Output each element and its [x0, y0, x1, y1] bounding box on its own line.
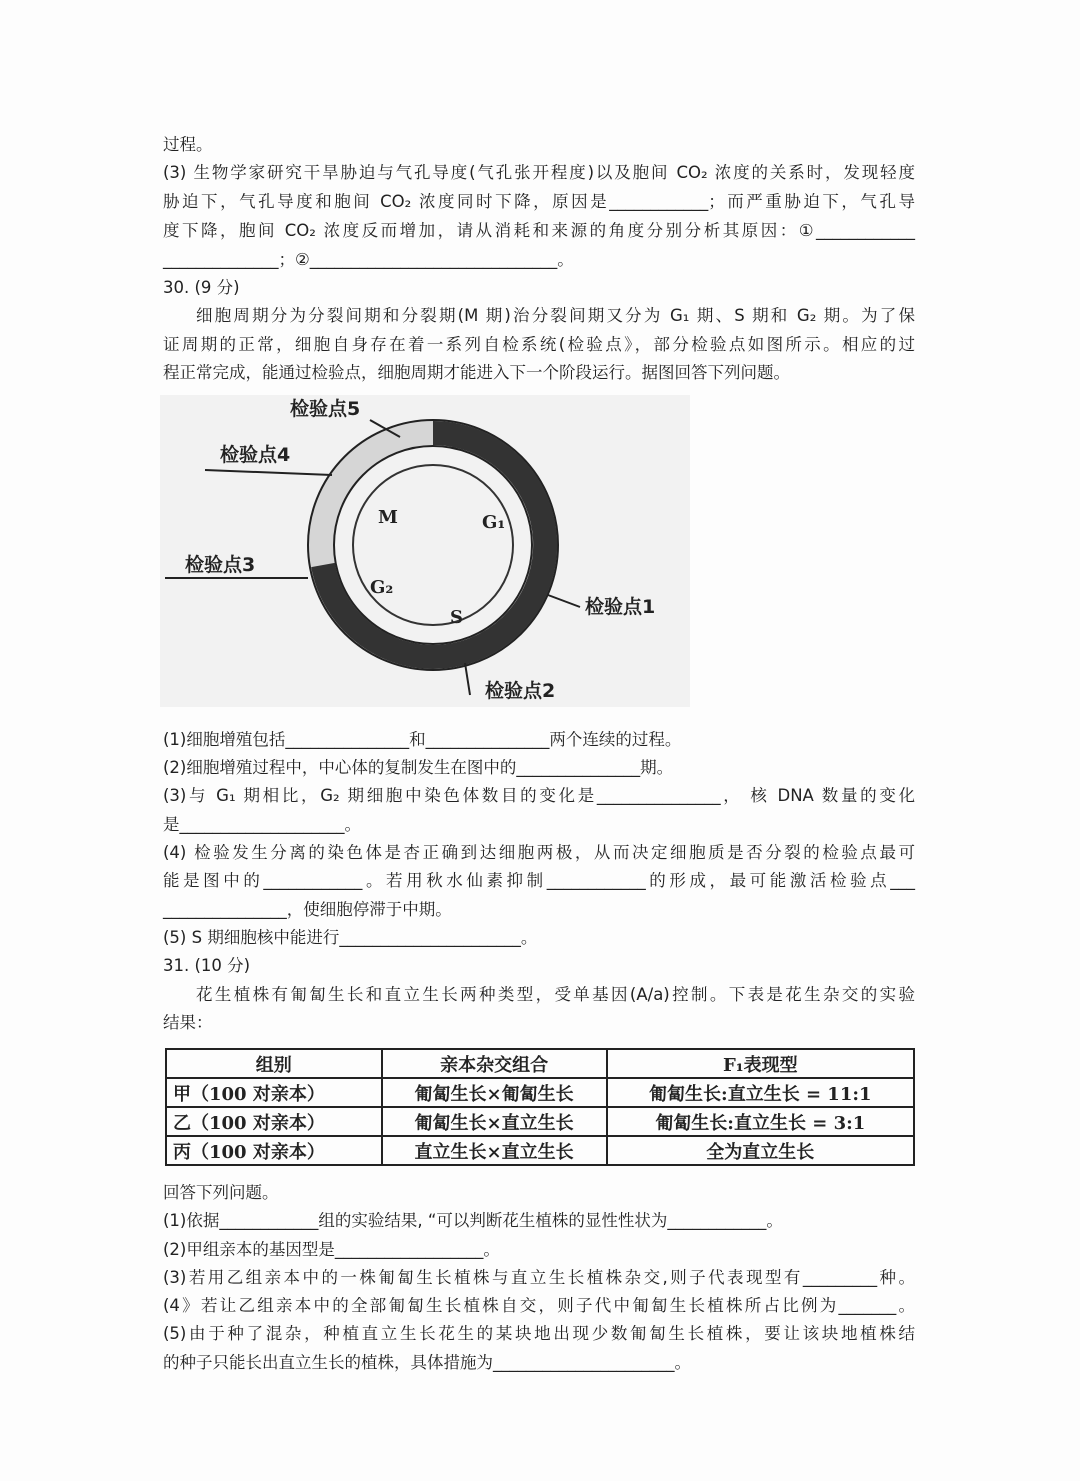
text-line: (1)细胞增殖包括_______________和_______________两个连续的过程。: [163, 730, 682, 749]
text-line: 度下降，胞间 CO₂ 浓度反而增加，请从消耗和来源的角度分别分析其原因：①____________: [163, 221, 915, 240]
question-number: 31. (10 分): [163, 956, 251, 975]
text-line: ______________；②______________________________。: [163, 250, 574, 269]
text-line: 程正常完成，能通过检验点，细胞周期才能进入下一个阶段运行。据图回答下列问题。: [163, 363, 790, 382]
cross-results-table: [165, 1048, 915, 1166]
checkpoint-3-label: 检验点3: [185, 554, 256, 576]
table-row: [166, 1078, 914, 1107]
text-line: 过程。: [163, 135, 213, 154]
text-line: 花生植株有匍匐生长和直立生长两种类型，受单基因(A/a)控制。下表是花生杂交的实验: [196, 985, 915, 1004]
text-line: 细胞周期分为分裂间期和分裂期(M 期)治分裂间期又分为 G₁ 期、S 期和 G₂ 期。为了保: [196, 306, 915, 325]
text-line: (3)与 G₁ 期相比，G₂ 期细胞中染色体数目的变化是_______________， 核 DNA 数量的变化: [163, 786, 915, 805]
checkpoint-5-label: 检验点5: [290, 398, 361, 420]
checkpoint-4-label: 检验点4: [220, 444, 291, 466]
text-line: 的种子只能长出直立生长的植株，具体措施为______________________。: [163, 1353, 691, 1372]
text-line: 能是图中的____________。若用秋水仙素抑制____________的形成，最可能激活检验点___: [163, 871, 915, 890]
phase-s: S: [450, 607, 463, 628]
text-line: 证周期的正常，细胞自身存在着一系列自检系统(检验点》，部分检验点如图所示。相应的过: [163, 335, 915, 354]
phase-g2: G₂: [370, 577, 394, 598]
checkpoint-1-label: 检验点1: [585, 596, 656, 618]
header-group: 组别: [166, 1049, 382, 1078]
cell: 匍匐生长×匍匐生长: [382, 1078, 607, 1107]
cell: 匍匐生长:直立生长 = 11:1: [607, 1078, 914, 1107]
cell: 丙（100 对亲本）: [166, 1136, 382, 1165]
text-line: (3)若用乙组亲本中的一株匍匐生长植株与直立生长植株杂交,则子代表现型有_________种。: [163, 1268, 915, 1287]
table-row: [166, 1107, 914, 1136]
text-line: (4》若让乙组亲本中的全部匍匐生长植株自交，则子代中匍匐生长植株所占比例为_______。: [163, 1296, 915, 1315]
text-line: 胁迫下，气孔导度和胞间 CO₂ 浓度同时下降，原因是____________；而严重胁迫下，气孔导: [163, 192, 915, 211]
cell: 匍匐生长×直立生长: [382, 1107, 607, 1136]
phase-g1: G₁: [482, 512, 506, 533]
text-line: 是____________________。: [163, 815, 361, 834]
cell-cycle-diagram: [160, 395, 690, 707]
text-line: (3) 生物学家研究干旱胁迫与气孔导度(气孔张开程度)以及胞间 CO₂ 浓度的关系时，发现轻度: [163, 163, 915, 182]
question-number: 30. (9 分): [163, 278, 240, 297]
cell: 直立生长×直立生长: [382, 1136, 607, 1165]
table-row: [166, 1136, 914, 1165]
text-line: (2)细胞增殖过程中，中心体的复制发生在图中的_______________期。: [163, 758, 674, 777]
text-line: (4) 检验发生分离的染色体是杏正确到达细胞两极，从而决定细胞质是否分裂的检验点最可: [163, 843, 915, 862]
text-line: (5) S 期细胞核中能进行______________________。: [163, 928, 538, 947]
text-line: _______________，使细胞停滞于中期。: [163, 900, 452, 919]
text-line: (2)甲组亲本的基因型是__________________。: [163, 1240, 500, 1259]
cell: 甲（100 对亲本）: [166, 1078, 382, 1107]
text-line: 回答下列问题。: [163, 1183, 279, 1202]
header-f1: F₁表现型: [607, 1049, 914, 1078]
text-line: (1)依据____________组的实验结果, “可以判断花生植株的显性性状为____________。: [163, 1211, 783, 1230]
cell: 匍匐生长:直立生长 = 3:1: [607, 1107, 914, 1136]
text-line: 结果：: [163, 1013, 213, 1032]
cell: 全为直立生长: [607, 1136, 914, 1165]
header-cross: 亲本杂交组合: [382, 1049, 607, 1078]
checkpoint-2-label: 检验点2: [485, 680, 556, 702]
cell: 乙（100 对亲本）: [166, 1107, 382, 1136]
phase-m: M: [378, 507, 398, 528]
text-line: (5)由于种了混杂，种植直立生长花生的某块地出现少数匍匐生长植株，要让该块地植株结: [163, 1324, 915, 1343]
table-header-row: [166, 1049, 914, 1078]
